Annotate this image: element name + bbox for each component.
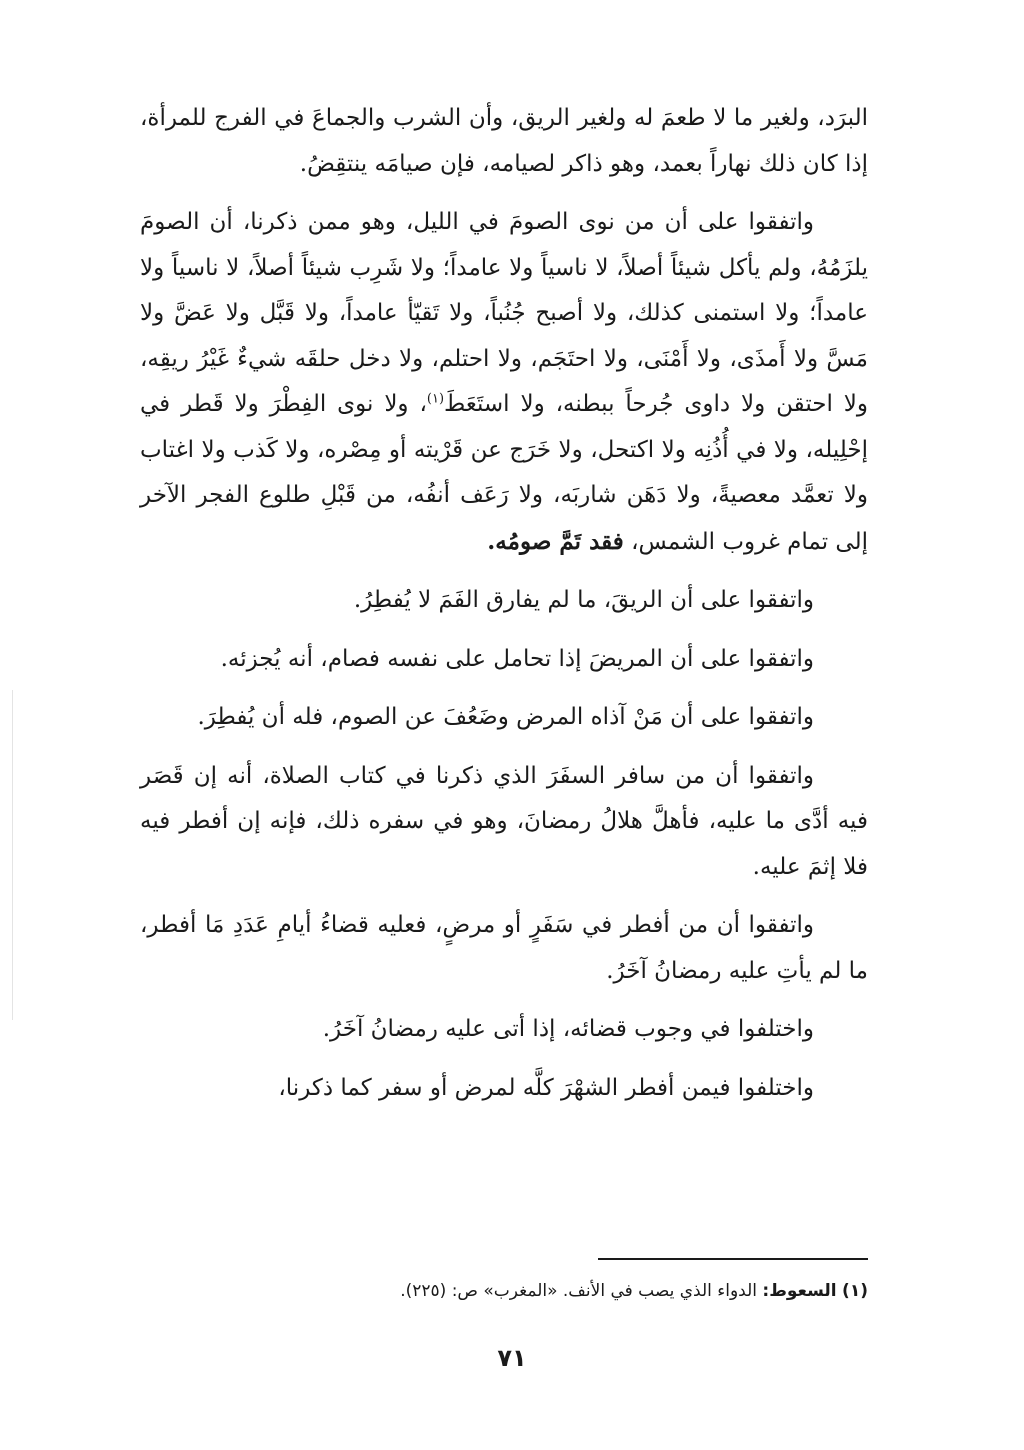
footnote-reference[interactable]: (١) [426,391,445,407]
paragraph-saliva: واتفقوا على أن الريقَ، ما لم يفارق الفَمَ لا يُفطِرُ. [353,587,814,613]
fasting-bold-conclusion: فقد تَمَّ صومُه. [487,527,624,555]
paragraph-sick-fasting: واتفقوا على أن المريضَ إذا تحامل على نفسه فصام، أنه يُجزئه. [220,645,814,672]
paragraph-traveler: واتفقوا أن من سافر السفَرَ الذي ذكرنا في كتاب الصلاة، أنه إن قَصَر فيه أدَّى ما عليه، فأهلَّ هلالُ رمضانَ، وهو في سفره ذلك، فإنه إن أفطر فيه فلا إثمَ عليه. [140,762,868,880]
footnote-term: السعوط: [762,1281,837,1301]
paragraph-disagreement-2: واختلفوا فيمن أفطر الشهْرَ كلَّه لمرض أو سفر كما ذكرنا، [278,1074,814,1101]
footnote-text: الدواء الذي يصب في الأنف. «المغرب» ص: (٢٢٥). [400,1281,758,1301]
paragraph-1: البرَد، ولغير ما لا طعمَ له ولغير الريق، وأن الشرب والجماعَ في الفرج للمرأة، إذا كان ذلك نهاراً بعمد، وهو ذاكر لصيامه، فإن صيامَه ينتقِضُ. [140,105,868,177]
paragraph-sick-break: واتفقوا على أن مَنْ آذاه المرض وضَعُفَ عن الصوم، فله أن يُفطِرَ. [197,704,814,730]
page-number: ٧١ [497,1344,527,1372]
fasting-text-part-1: واتفقوا على أن من نوى الصومَ في الليل، وهو ممن ذكرنا، أن الصومَ يلزَمُهُ، ولم يأكل شيئاً أصلاً، لا ناسياً ولا عامداً؛ ولا شَرِب شيئاً أصلاً، لا ناسياً ولا عامداً؛ ولا استمنى كذلك، ولا أصبح جُنُباً، ولا تَقيّأ عامداً، ولا قَبَّل ولا عَضَّ ولا مَسَّ ولا أَمذَى، ولا أَمْنَى، ولا احتَجَم، ولا احتلم، ولا دخل حلقَه شيءٌ غَيْرُ ريقِه، ولا احتقن ولا داوى جُرحاً ببطنه، ولا استَعَطَ [140,209,869,417]
footnote [140,1276,868,1306]
paragraph-fasting-conditions [140,200,868,565]
footnote-divider [598,1258,868,1260]
footnote-number: (١) [842,1281,868,1301]
paragraph-make-up: واتفقوا أن من أفطر في سَفَرٍ أو مرضٍ، فعليه قضاءُ أيامِ عَدَدِ مَا أفطر، ما لم يأتِ عليه رمضانُ آخَرُ. [140,912,868,984]
main-text [140,96,868,1124]
fasting-text-part-2: ، ولا نوى الفِطْرَ ولا قَطر في إحْلِيله، ولا في أُذُنِه ولا اكتحل، ولا خَرَج عن قَرْيته أو مِصْره، ولا كَذب ولا اغتاب ولا تعمَّد معصيةً، ولا دَهَن شاربَه، ولا رَعَف أنفُه، من قَبْلِ طلوع الفجر الآخر إلى تمام غروب الشمس، [140,391,868,555]
binding-shadow [12,690,13,1020]
paragraph-disagreement-1: واختلفوا في وجوب قضائه، إذا أتى عليه رمضانُ آخَرُ. [322,1016,814,1042]
